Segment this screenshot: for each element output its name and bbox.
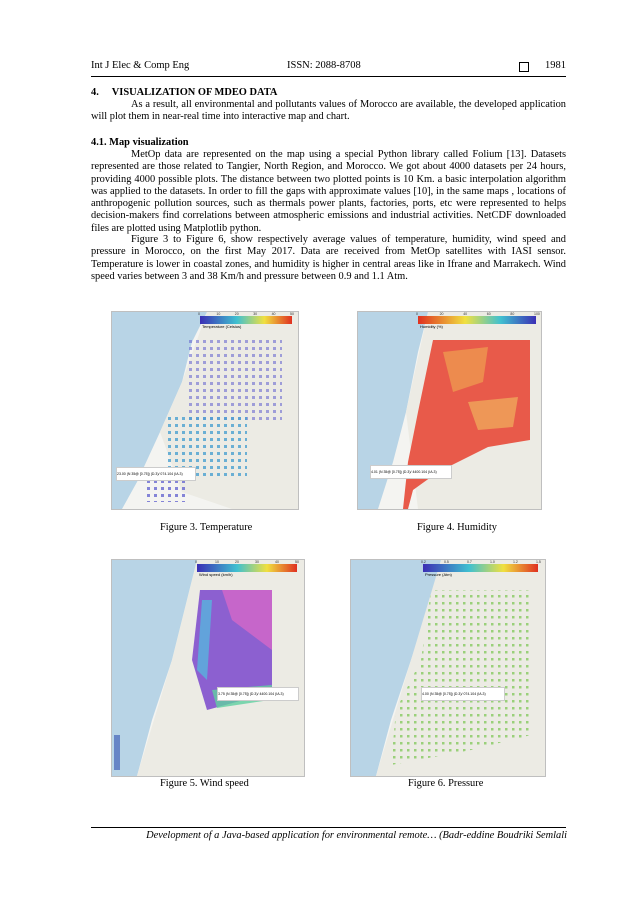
legend-tick-label: 0.7 bbox=[467, 560, 472, 564]
section-4-1-paragraph-1: MetOp data are represented on the map using a special Python library called Folium [13]. Datasets represented are those related to Tangier, North Region, and Morocco. We got about 4000 datasets per 24 hours, providing 4000 possible plots. The distance between two plotted points is 10 Km. a basic interpolation algorithm was applied to the datasets. In order to fill the gaps with approximate values [10], in the same maps , locations of anthropogenic pollution sources, such as thermals power plants, factories, ports, etc were represented to helps decision-makers find correlations between atmospheric emissions and industrial activities. NetCDF downloaded files are plotted using Matplotlib python. bbox=[91, 149, 566, 234]
legend-tick-label: 100 bbox=[534, 312, 540, 316]
popup-text: 4.00 (N 35@ [0.75]) (D.3)/ 074.104 (IA.3) bbox=[422, 692, 486, 696]
legend-tick-label: 30 bbox=[255, 560, 259, 564]
popup-text: 23.00 (N 35@ [0.75]) (D.3)/ 074.104 (IA.3) bbox=[117, 472, 183, 476]
page-number: 1981 bbox=[545, 60, 566, 71]
square-icon bbox=[519, 62, 529, 72]
legend-tick-label: 50 bbox=[290, 312, 294, 316]
section-4-1-paragraph-2: Figure 3 to Figure 6, show respectively average values of temperature, humidity, wind speed and pressure in Morocco, on the first May 2017. Data are received from MetOp satellites with IASI sensor. Temperature is lower in coastal zones, and humidity is higher in central areas like in Ifrane and Marrakech. Wind speed varies between 3 and 38 Km/h and pressure between 0.9 and 1.1 Atm. bbox=[91, 234, 566, 282]
section-heading-4-1: 4.1. Map visualization bbox=[91, 137, 189, 148]
running-footer: Development of a Java-based application for environmental remote… (Badr-eddine Boudriki Semlali bbox=[146, 830, 567, 841]
legend-title: Pressure (Atm) bbox=[425, 572, 452, 577]
popup-text: 4.01 (N 35@ [0.75]) (D.3)/ 4400.104 (IA.3) bbox=[371, 470, 437, 474]
legend-tick-label: 20 bbox=[235, 560, 239, 564]
map-humidity bbox=[358, 312, 541, 509]
legend-tick-label: 10 bbox=[216, 312, 221, 316]
legend-tick-label: 0 bbox=[416, 312, 418, 316]
legend-tick-label: 40 bbox=[463, 312, 468, 316]
legend-tick-label: 1.5 bbox=[536, 560, 541, 564]
figure-6-caption: Figure 6. Pressure bbox=[408, 778, 484, 789]
legend-tick-label: 20 bbox=[234, 312, 239, 316]
legend-tick-label: 50 bbox=[295, 560, 299, 564]
running-header bbox=[91, 60, 566, 76]
figure-3-temperature-map bbox=[111, 311, 299, 510]
legend-tick-label: 1.2 bbox=[513, 560, 518, 564]
legend-tick-label: 0 bbox=[195, 560, 197, 564]
legend-tick-label: 1.0 bbox=[490, 560, 495, 564]
legend-tick-label: 40 bbox=[275, 560, 279, 564]
map-popup[interactable] bbox=[421, 687, 505, 701]
map-popup[interactable] bbox=[370, 465, 452, 479]
legend-title: Wind speed (km/h) bbox=[199, 572, 233, 577]
legend-tick-label: 0.2 bbox=[421, 560, 426, 564]
map-wind-speed bbox=[112, 560, 304, 776]
legend-tick-label: 10 bbox=[215, 560, 219, 564]
figure-4-humidity-map bbox=[357, 311, 542, 510]
figure-4-caption: Figure 4. Humidity bbox=[417, 522, 497, 533]
map-popup[interactable] bbox=[217, 687, 299, 701]
figure-5-caption: Figure 5. Wind speed bbox=[160, 778, 249, 789]
section-heading-4: 4. VISUALIZATION OF MDEO DATA bbox=[91, 87, 278, 98]
legend-tick-label: 80 bbox=[510, 312, 515, 316]
figure-3-caption: Figure 3. Temperature bbox=[160, 522, 253, 533]
legend-title: Temperature (Celsius) bbox=[202, 324, 242, 329]
legend-tick-label: 20 bbox=[439, 312, 444, 316]
legend-title: Humidity (%) bbox=[420, 324, 443, 329]
journal-name: Int J Elec & Comp Eng bbox=[91, 60, 190, 71]
popup-text: 3.75 (N 35@ [0.75]) (D.3)/ 4400.104 (IA.3) bbox=[218, 692, 284, 696]
legend-tick-label: 30 bbox=[253, 312, 258, 316]
figure-5-wind-speed-map bbox=[111, 559, 305, 777]
header-rule bbox=[91, 76, 566, 77]
figure-6-pressure-map bbox=[350, 559, 546, 777]
legend-tick-label: 60 bbox=[486, 312, 491, 316]
legend-tick-label: 40 bbox=[271, 312, 276, 316]
issn: ISSN: 2088-8708 bbox=[287, 60, 361, 71]
map-popup[interactable] bbox=[116, 467, 196, 481]
map-pressure bbox=[351, 560, 545, 776]
footer-rule bbox=[91, 827, 566, 828]
section-4-paragraph: As a result, all environmental and pollutants values of Morocco are available, the developed application will plot them in near-real time into interactive map and chart. bbox=[91, 99, 566, 123]
legend-tick-label: 0 bbox=[198, 312, 200, 316]
legend-tick-label: 0.5 bbox=[444, 560, 449, 564]
